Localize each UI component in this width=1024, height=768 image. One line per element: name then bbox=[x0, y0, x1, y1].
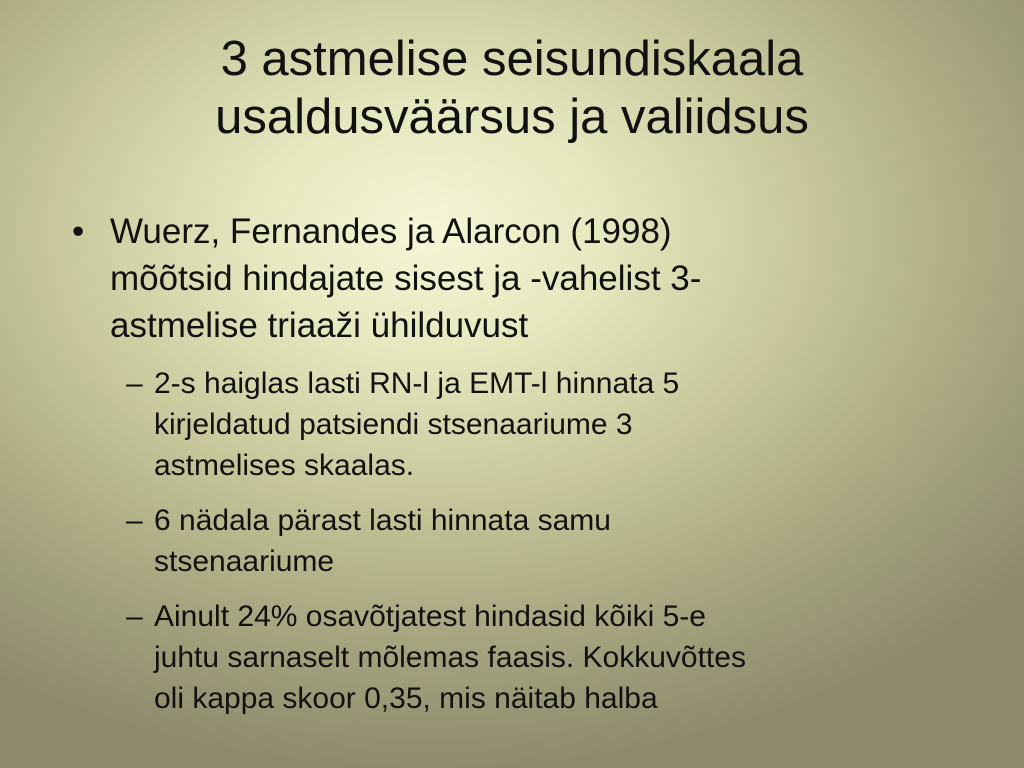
sub-bullet-1-line-1: 2-s haiglas lasti RN-l ja EMT-l hinnata 5 bbox=[154, 367, 680, 400]
sub-bullet-3-line-1: Ainult 24% osavõtjatest hindasid kõiki 5-e bbox=[154, 600, 706, 633]
sub-bullet-item-3 bbox=[70, 596, 970, 719]
sub-bullet-3-line-3: oli kappa skoor 0,35, mis näitab halba bbox=[154, 682, 658, 715]
sub-bullet-marker: – bbox=[126, 504, 143, 537]
bullet-line-2: mõõtsid hindajate sisest ja -vahelist 3- bbox=[110, 259, 702, 298]
sub-bullet-2-line-2: stsenaariume bbox=[154, 545, 335, 578]
title-line-1: 3 astmelise seisundiskaala bbox=[220, 32, 804, 86]
sub-bullet-marker: – bbox=[126, 600, 143, 633]
sub-bullet-marker: – bbox=[126, 367, 143, 400]
sub-bullet-item-2 bbox=[70, 500, 970, 582]
sub-bullet-item-1 bbox=[70, 363, 970, 486]
bullet-item bbox=[70, 208, 970, 349]
bullet-text bbox=[110, 208, 970, 349]
slide-title bbox=[40, 30, 984, 146]
slide-body bbox=[70, 208, 970, 733]
sub-bullet-2-line-1: 6 nädala pärast lasti hinnata samu bbox=[154, 504, 611, 537]
sub-bullet-1-line-2: kirjeldatud patsiendi stsenaariume 3 bbox=[154, 408, 633, 441]
bullet-line-1: Wuerz, Fernandes ja Alarcon (1998) bbox=[110, 212, 672, 251]
title-line-2: usaldusväärsus ja valiidsus bbox=[215, 90, 809, 144]
bullet-line-3: astmelise triaaži ühilduvust bbox=[110, 306, 529, 345]
sub-bullet-3-line-2: juhtu sarnaselt mõlemas faasis. Kokkuvõttes bbox=[154, 641, 746, 674]
bullet-marker: • bbox=[72, 212, 85, 251]
sub-bullet-1-line-3: astmelises skaalas. bbox=[154, 449, 415, 482]
